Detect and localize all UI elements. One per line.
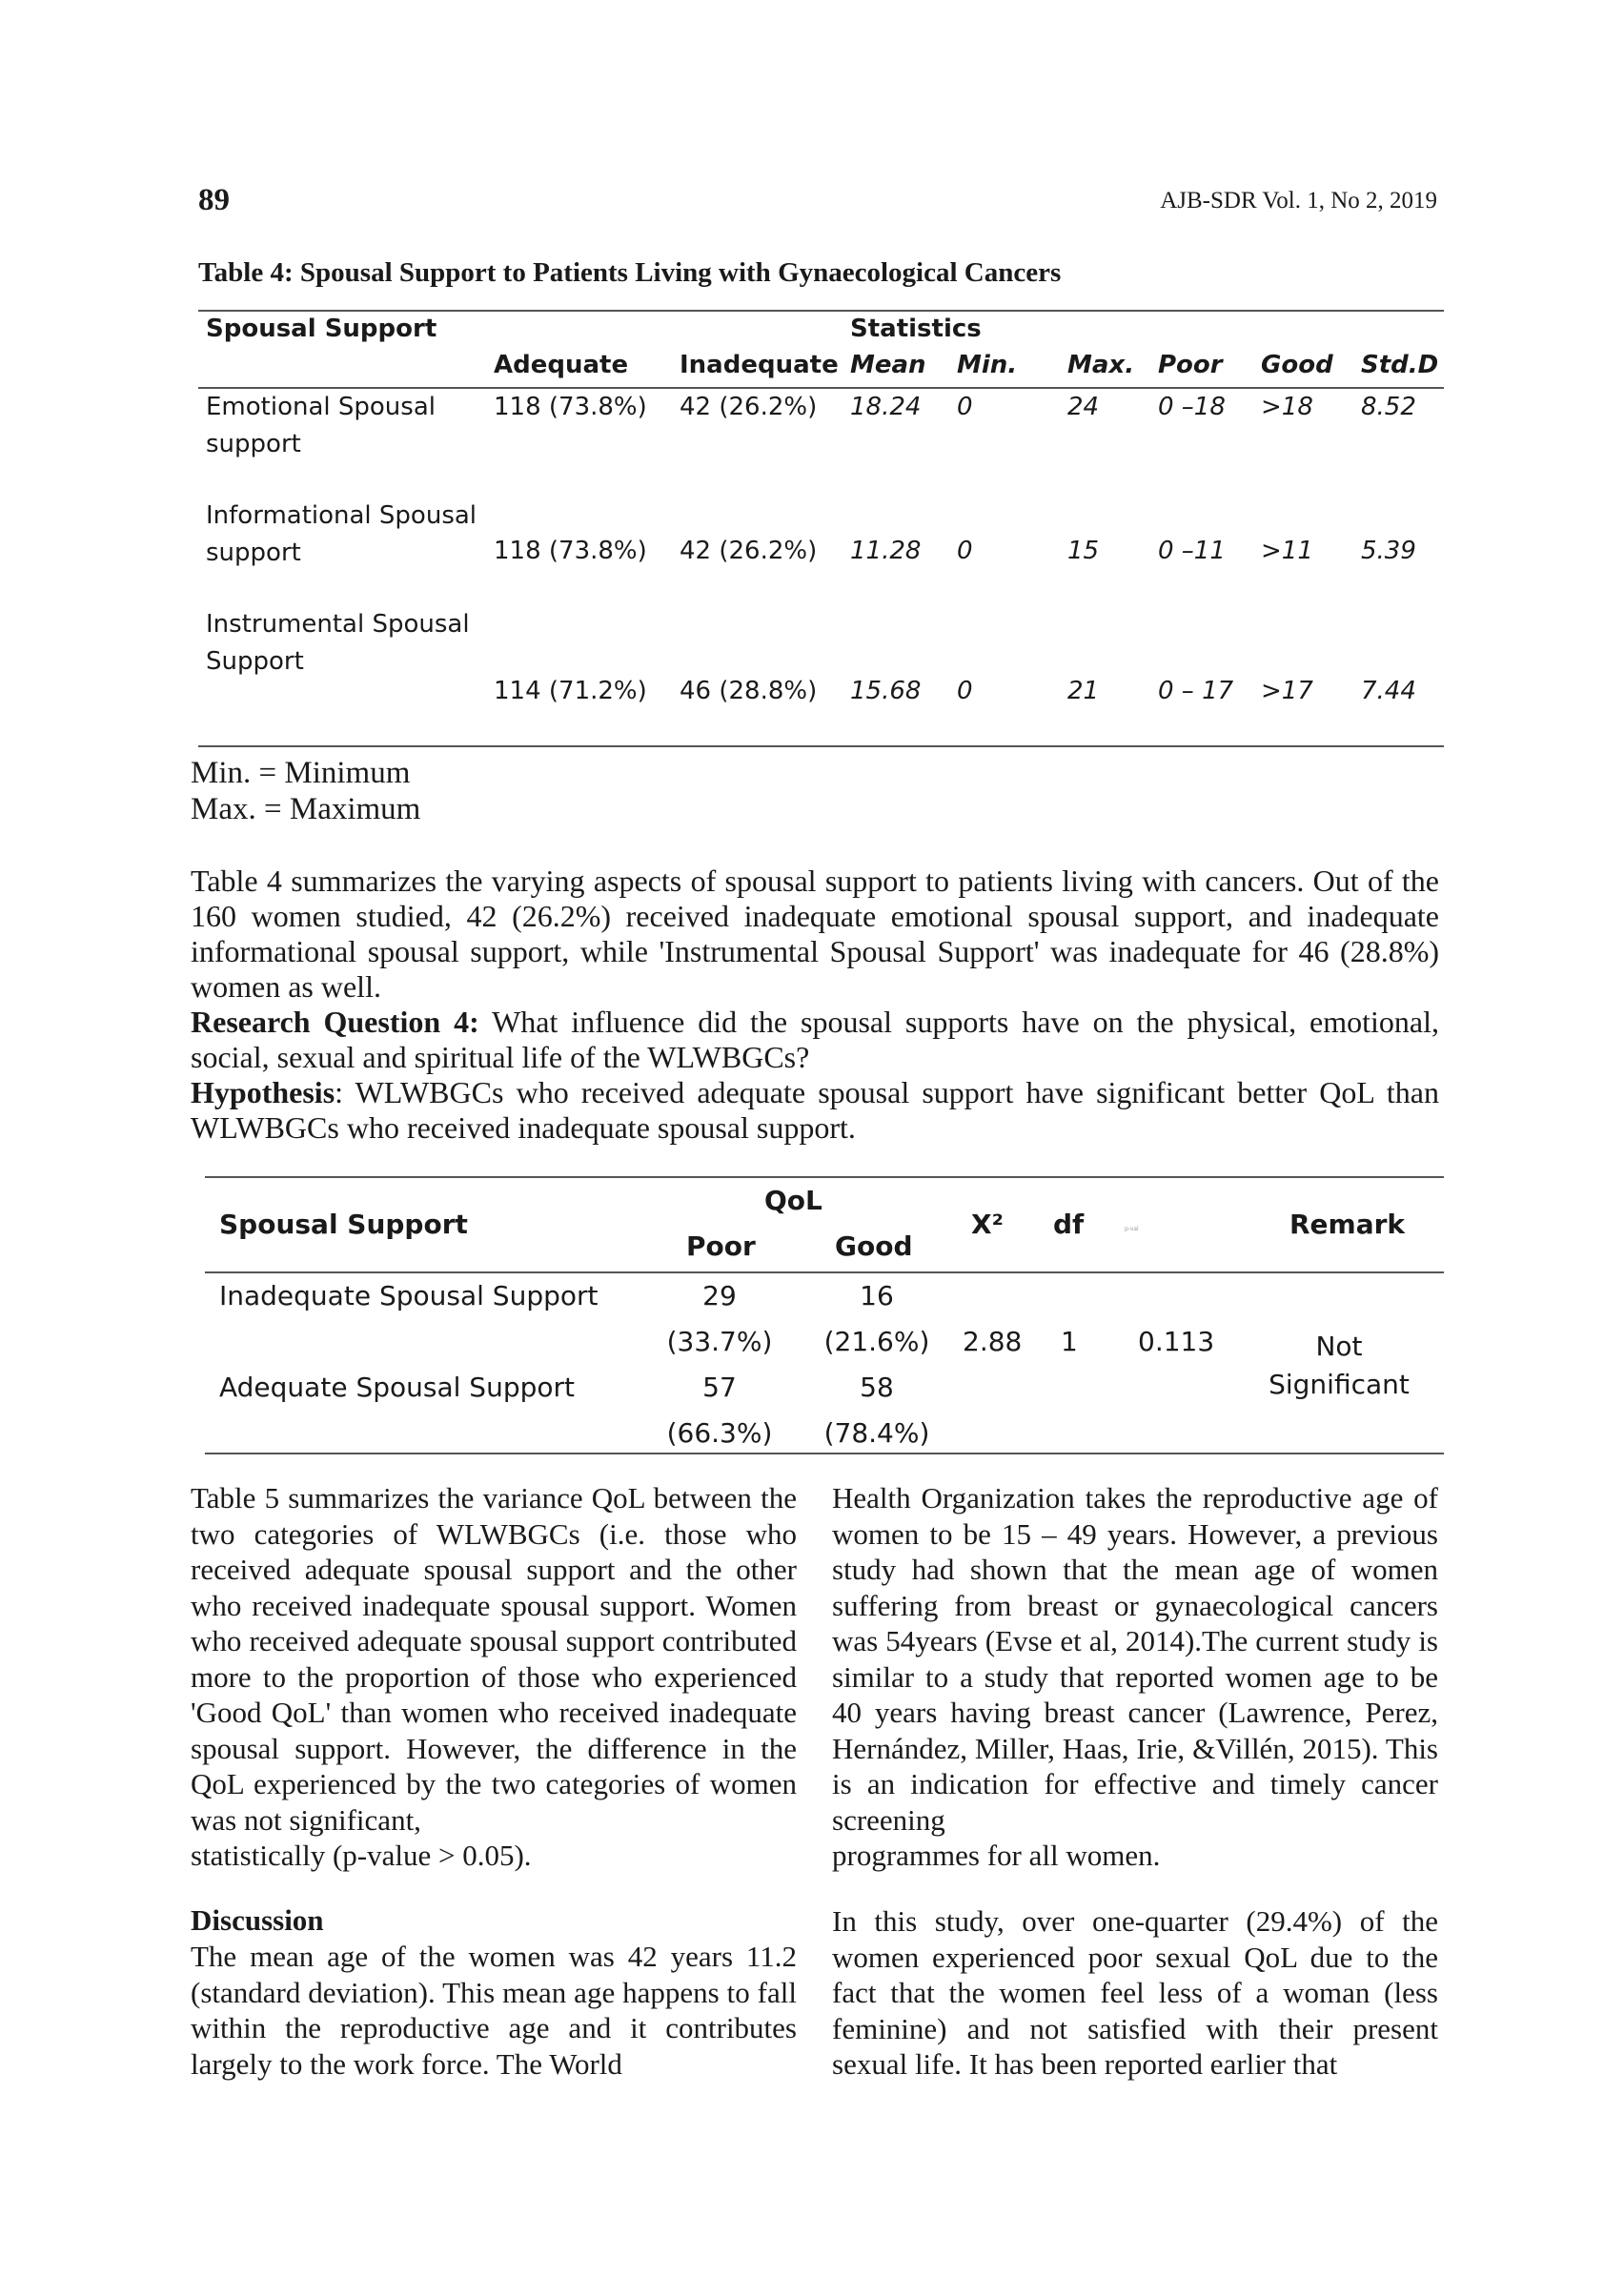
table4-cell: 0	[957, 393, 973, 421]
table4-header-inadequate: Inadequate	[680, 351, 839, 379]
table4-note: Min. = Minimum	[191, 756, 411, 790]
table4-header-statistics: Statistics	[850, 315, 982, 343]
table5-header-remark: Remark	[1289, 1209, 1406, 1240]
table4-cell: 114 (71.2%)	[494, 677, 647, 705]
paragraph-last-line: programmes for all women.	[832, 1839, 1161, 1872]
table4-cell: 118 (73.8%)	[494, 537, 647, 565]
table4-cell: 8.52	[1361, 393, 1416, 421]
table5-cell: (21.6%)	[823, 1326, 930, 1357]
table4-cell: 0	[957, 537, 973, 565]
table4-cell: 7.44	[1361, 677, 1416, 705]
table5-header-x2: X²	[971, 1209, 1004, 1240]
paragraph-table4-summary	[191, 864, 1439, 1005]
table5-header-qol: QoL	[764, 1185, 822, 1216]
table4-note: Max. = Maximum	[191, 792, 421, 826]
table5-cell-x2: 2.88	[963, 1326, 1023, 1357]
table4-cell: 42 (26.2%)	[680, 537, 818, 565]
table4-row-label: support	[206, 430, 301, 458]
table5-row-label: Inadequate Spousal Support	[219, 1280, 599, 1311]
table5-header-df: df	[1053, 1209, 1085, 1240]
paragraph-text: Table 5 summarizes the variance QoL between the two categories of WLWBGCs (i.e. those who received adequate spousal support and the other who received inadequate spousal support. Women who received adequate spousal support contributed more to the proportion of those who experienced 'Good QoL' than women who received inadequate spousal support. However, the difference in the QoL experienced by the two categories of women was not significant,	[191, 1481, 797, 1837]
table5-cell: (78.4%)	[823, 1417, 930, 1449]
hypothesis-label: Hypothesis	[191, 1075, 335, 1109]
table4-header-mean: Mean	[850, 351, 926, 379]
table4-cell: 42 (26.2%)	[680, 393, 818, 421]
hypothesis	[191, 1075, 1439, 1146]
right-column-paragraph-1	[832, 1480, 1438, 1874]
paragraph-last-line: statistically (p-value > 0.05).	[191, 1839, 532, 1872]
journal-reference: AJB-SDR Vol. 1, No 2, 2019	[1160, 188, 1437, 213]
table5-row-label: Adequate Spousal Support	[219, 1372, 575, 1403]
table4-row-label: support	[206, 539, 301, 567]
research-question-label: Research Question 4:	[191, 1005, 479, 1039]
page-number: 89	[198, 183, 230, 217]
table4-header-good: Good	[1261, 351, 1333, 379]
paragraph-text: In this study, over one-quarter (29.4%) of the women experienced poor sexual QoL due to the fact that the women feel less of a woman (less feminine) and not satisfied with their present sexual life. It has been reported earlier that	[832, 1904, 1438, 2081]
table4-cell: >18	[1261, 393, 1313, 421]
table4-cell: 18.24	[850, 393, 922, 421]
paragraph-text: The mean age of the women was 42 years 11.2 (standard deviation). This mean age happens to fall within the reproductive age and it contributes largely to the work force. The World	[191, 1940, 797, 2081]
table4-row-label: Support	[206, 647, 304, 676]
research-question-text: What influence did the spousal supports have on the physical, emotional, social, sexual and spiritual life of the WLWBGCs?	[191, 1005, 1440, 1074]
hypothesis-text: : WLWBGCs who received adequate spousal support have significant better QoL than WLWBGCs who received inadequate spousal support.	[191, 1075, 1439, 1145]
table5-cell: (33.7%)	[666, 1326, 773, 1357]
table4-caption: Table 4: Spousal Support to Patients Living with Gynaecological Cancers	[198, 257, 1062, 288]
table5-cell-remark: Not	[1315, 1331, 1363, 1362]
discussion-heading: Discussion	[191, 1903, 324, 1937]
table5-cell: 58	[860, 1372, 894, 1403]
right-column-paragraph-2	[832, 1903, 1438, 2083]
table4-header-max: Max.	[1067, 351, 1135, 379]
table4-row-label: Informational Spousal	[206, 501, 477, 530]
table4-cell: 5.39	[1361, 537, 1416, 565]
table4-header-spousal: Spousal Support	[206, 315, 437, 343]
table4-cell: 15.68	[850, 677, 922, 705]
table4-bottom-rule	[198, 745, 1444, 747]
table5-cell-pval: 0.113	[1138, 1326, 1215, 1357]
table5-cell: 29	[702, 1280, 737, 1311]
table5-cell-remark: Significant	[1269, 1369, 1410, 1400]
table4-cell: 21	[1067, 677, 1100, 705]
research-question	[191, 1005, 1439, 1075]
table4-cell: >17	[1261, 677, 1313, 705]
table5-header-rule	[205, 1271, 1444, 1273]
table4-header-min: Min.	[957, 351, 1018, 379]
table5-cell: 57	[702, 1372, 737, 1403]
table4-header-adequate: Adequate	[494, 351, 629, 379]
left-column-paragraph-2	[191, 1939, 797, 2082]
table4-cell: 0 –11	[1158, 537, 1226, 565]
table4-cell: 0 – 17	[1158, 677, 1234, 705]
table5-bottom-rule	[205, 1453, 1444, 1454]
table5-header-pval: p-val	[1125, 1226, 1139, 1232]
table4-cell: >11	[1261, 537, 1313, 565]
table4-row-label: Instrumental Spousal	[206, 610, 470, 639]
paragraph-text: Table 4 summarizes the varying aspects of spousal support to patients living with cancers. Out of the 160 women studied, 42 (26.2%) received inadequate emotional spousal support, and inadequate informational spousal support, while 'Instrumental Spousal Support' was inadequate for 46 (28.8%) women as well.	[191, 864, 1439, 1004]
table4-header-std: Std.D	[1361, 351, 1439, 379]
table4-top-rule	[198, 310, 1444, 312]
left-column-paragraph-1	[191, 1480, 797, 1874]
table5-cell-df: 1	[1061, 1326, 1078, 1357]
table4-cell: 118 (73.8%)	[494, 393, 647, 421]
table5-header-good: Good	[835, 1230, 913, 1262]
table5-header-poor: Poor	[686, 1230, 756, 1262]
table5-top-rule	[205, 1176, 1444, 1178]
table4-cell: 24	[1067, 393, 1100, 421]
table4-cell: 0	[957, 677, 973, 705]
table5-cell: (66.3%)	[666, 1417, 773, 1449]
table4-cell: 15	[1067, 537, 1100, 565]
table4-cell: 11.28	[850, 537, 922, 565]
table5-header-spousal: Spousal Support	[219, 1209, 468, 1240]
paragraph-text: Health Organization takes the reproductive age of women to be 15 – 49 years. However, a previous study had shown that the mean age of women suffering from breast or gynaecological cancers was 54years (Evse et al, 2014).The current study is similar to a study that reported women age to be 40 years having breast cancer (Lawrence, Perez, Hernández, Miller, Haas, Irie, &Villén, 2015). This is an indication for effective and timely cancer screening	[832, 1481, 1438, 1837]
table4-header-poor: Poor	[1158, 351, 1223, 379]
table4-cell: 46 (28.8%)	[680, 677, 818, 705]
table5-cell: 16	[860, 1280, 894, 1311]
table4-row-label: Emotional Spousal	[206, 393, 436, 421]
table4-header-rule	[198, 387, 1444, 389]
table4-cell: 0 –18	[1158, 393, 1226, 421]
